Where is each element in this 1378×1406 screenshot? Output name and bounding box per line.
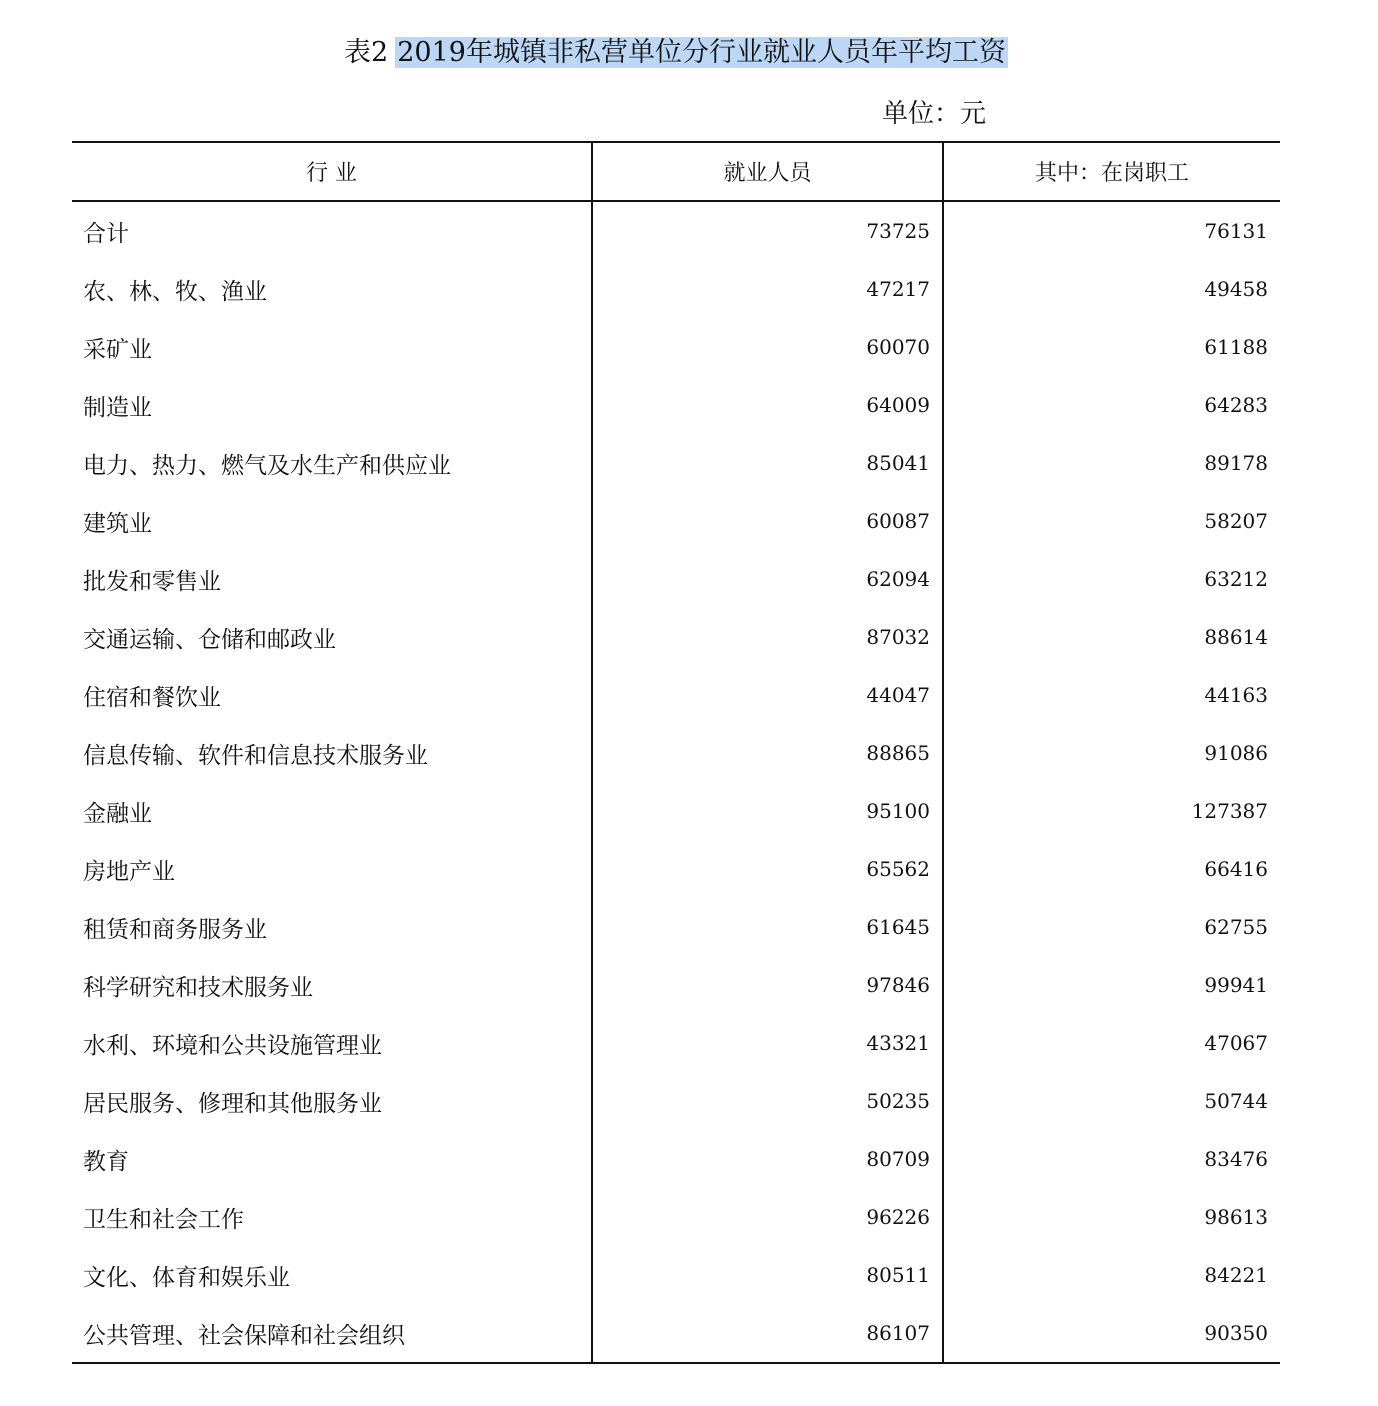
on-post-wage-cell: 88614 (943, 608, 1280, 666)
industry-cell: 电力、热力、燃气及水生产和供应业 (83, 452, 451, 479)
table-row (72, 608, 1280, 666)
table-row (72, 956, 1280, 1014)
table-row (72, 782, 1280, 840)
table-header (72, 142, 1280, 201)
employed-wage-cell: 80511 (592, 1246, 943, 1304)
industry-cell: 农、林、牧、渔业 (83, 278, 267, 305)
employed-wage-cell: 62094 (592, 550, 943, 608)
industry-cell: 租赁和商务服务业 (83, 916, 267, 943)
on-post-wage-cell: 47067 (943, 1014, 1280, 1072)
employed-wage-cell: 97846 (592, 956, 943, 1014)
employed-wage-cell: 87032 (592, 608, 943, 666)
employed-wage-cell: 88865 (592, 724, 943, 782)
table-row (72, 318, 1280, 376)
table-row (72, 1246, 1280, 1304)
table-row (72, 898, 1280, 956)
employed-wage-cell: 60087 (592, 492, 943, 550)
table-row (72, 1130, 1280, 1188)
table-number: 表2 (344, 37, 389, 68)
table-row (72, 1072, 1280, 1130)
industry-cell: 文化、体育和娱乐业 (83, 1264, 290, 1291)
table-row (72, 201, 1280, 260)
wage-table (72, 141, 1280, 1364)
header-industry: 行 业 (72, 142, 592, 201)
table-row (72, 1304, 1280, 1363)
unit-label: 单位：元 (882, 99, 987, 129)
on-post-wage-cell: 90350 (943, 1304, 1280, 1363)
employed-wage-cell: 85041 (592, 434, 943, 492)
on-post-wage-cell: 58207 (943, 492, 1280, 550)
industry-cell: 合计 (83, 220, 129, 247)
selected-title-text[interactable]: 2019年城镇非私营单位分行业就业人员年平均工资 (397, 37, 1006, 68)
industry-cell: 水利、环境和公共设施管理业 (83, 1032, 382, 1059)
on-post-wage-cell: 99941 (943, 956, 1280, 1014)
employed-wage-cell: 96226 (592, 1188, 943, 1246)
industry-cell: 教育 (83, 1148, 129, 1175)
table-row (72, 492, 1280, 550)
industry-cell: 交通运输、仓储和邮政业 (83, 626, 336, 653)
table-row (72, 840, 1280, 898)
industry-cell: 采矿业 (83, 336, 152, 363)
on-post-wage-cell: 91086 (943, 724, 1280, 782)
employed-wage-cell: 50235 (592, 1072, 943, 1130)
on-post-wage-cell: 63212 (943, 550, 1280, 608)
on-post-wage-cell: 61188 (943, 318, 1280, 376)
industry-cell: 建筑业 (83, 510, 152, 537)
industry-cell: 批发和零售业 (83, 568, 221, 595)
header-row (72, 142, 1280, 201)
industry-cell: 科学研究和技术服务业 (83, 974, 313, 1001)
table-title (0, 30, 1352, 76)
industry-cell: 住宿和餐饮业 (83, 684, 221, 711)
on-post-wage-cell: 64283 (943, 376, 1280, 434)
employed-wage-cell: 64009 (592, 376, 943, 434)
header-employed: 就业人员 (592, 142, 943, 201)
on-post-wage-cell: 76131 (943, 201, 1280, 260)
employed-wage-cell: 86107 (592, 1304, 943, 1363)
employed-wage-cell: 61645 (592, 898, 943, 956)
table-row (72, 550, 1280, 608)
on-post-wage-cell: 83476 (943, 1130, 1280, 1188)
employed-wage-cell: 44047 (592, 666, 943, 724)
table-row (72, 724, 1280, 782)
on-post-wage-cell: 84221 (943, 1246, 1280, 1304)
employed-wage-cell: 43321 (592, 1014, 943, 1072)
on-post-wage-cell: 62755 (943, 898, 1280, 956)
industry-cell: 卫生和社会工作 (83, 1206, 244, 1233)
table-body (72, 201, 1280, 1363)
table-row (72, 434, 1280, 492)
on-post-wage-cell: 50744 (943, 1072, 1280, 1130)
on-post-wage-cell: 89178 (943, 434, 1280, 492)
industry-cell: 制造业 (83, 394, 152, 421)
table-row (72, 1014, 1280, 1072)
on-post-wage-cell: 49458 (943, 260, 1280, 318)
on-post-wage-cell: 44163 (943, 666, 1280, 724)
industry-cell: 金融业 (83, 800, 152, 827)
employed-wage-cell: 65562 (592, 840, 943, 898)
table-row (72, 1188, 1280, 1246)
industry-cell: 居民服务、修理和其他服务业 (83, 1090, 382, 1117)
industry-cell: 公共管理、社会保障和社会组织 (83, 1322, 405, 1349)
on-post-wage-cell: 66416 (943, 840, 1280, 898)
employed-wage-cell: 95100 (592, 782, 943, 840)
employed-wage-cell: 47217 (592, 260, 943, 318)
industry-cell: 房地产业 (83, 858, 175, 885)
table-row (72, 376, 1280, 434)
employed-wage-cell: 80709 (592, 1130, 943, 1188)
on-post-wage-cell: 127387 (943, 782, 1280, 840)
employed-wage-cell: 73725 (592, 201, 943, 260)
header-on-post: 其中：在岗职工 (943, 142, 1280, 201)
table-row (72, 666, 1280, 724)
table-row (72, 260, 1280, 318)
employed-wage-cell: 60070 (592, 318, 943, 376)
on-post-wage-cell: 98613 (943, 1188, 1280, 1246)
industry-cell: 信息传输、软件和信息技术服务业 (83, 742, 428, 769)
